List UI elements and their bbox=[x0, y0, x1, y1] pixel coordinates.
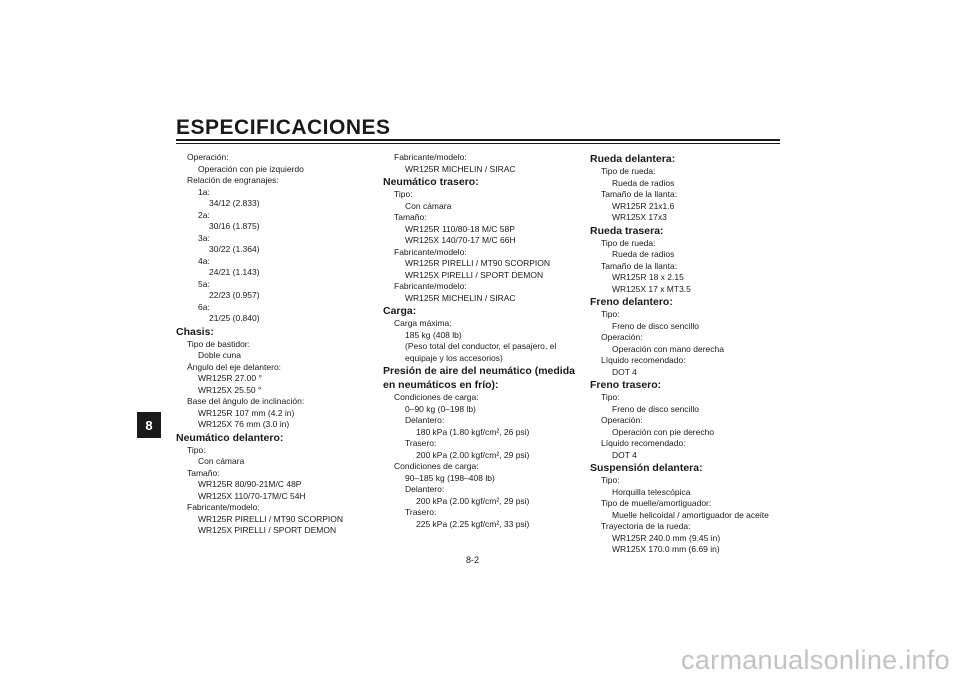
spec-label: Tipo: bbox=[601, 392, 620, 402]
section-heading: Chasis: bbox=[176, 325, 214, 338]
spec-value: WR125R 27.00 ° bbox=[198, 373, 262, 383]
spec-value: 6a: bbox=[198, 301, 210, 312]
spec-label: Tipo de muelle/amortiguador: bbox=[601, 498, 712, 508]
spec-value: DOT 4 bbox=[612, 366, 637, 377]
spec-value: 1a: bbox=[198, 186, 210, 197]
spec-value: WR125X 25.50 ° bbox=[198, 384, 262, 395]
spec-value: 30/16 (1.875) bbox=[209, 221, 260, 231]
spec-label: Operación: bbox=[601, 415, 643, 425]
spec-value: WR125X 17x3 bbox=[612, 212, 667, 222]
spec-value: 0–90 kg (0–198 lb) bbox=[405, 403, 476, 414]
spec-label: Tamaño de la llanta: bbox=[601, 260, 678, 271]
title-rule bbox=[176, 139, 780, 141]
spec-value: Delantero: bbox=[405, 484, 445, 494]
spec-label: Tipo: bbox=[601, 475, 620, 485]
spec-value: WR125X PIRELLI / SPORT DEMON bbox=[405, 269, 544, 280]
spec-label: Tamaño: bbox=[187, 467, 220, 478]
spec-value: 24/21 (1.143) bbox=[209, 267, 260, 277]
title-rule-thin bbox=[176, 143, 780, 144]
spec-value: WR125R 18 x 2.15 bbox=[612, 272, 684, 282]
spec-value: Freno de disco sencillo bbox=[612, 403, 699, 414]
section-heading: Neumático trasero: bbox=[383, 176, 479, 188]
spec-value: Operación con pie izquierdo bbox=[198, 163, 304, 174]
spec-label: Tipo de rueda: bbox=[601, 166, 656, 176]
spec-value: WR125X 110/70-17M/C 54H bbox=[198, 490, 306, 501]
spec-label: Trayectoria de la rueda: bbox=[601, 521, 691, 531]
spec-value: 4a: bbox=[198, 255, 210, 266]
spec-label: Operación: bbox=[601, 332, 643, 342]
spec-value: Doble cuna bbox=[198, 350, 242, 360]
spec-column-2 bbox=[383, 152, 581, 530]
spec-label: Ángulo del eje delantero: bbox=[187, 361, 282, 372]
spec-value: WR125R MICHELIN / SIRAC bbox=[405, 292, 516, 303]
spec-label: Operación: bbox=[187, 152, 229, 162]
spec-label: Fabricante/modelo: bbox=[394, 246, 467, 257]
spec-value: 34/12 (2.833) bbox=[209, 198, 260, 208]
section-heading: Suspensión delantera: bbox=[590, 462, 703, 474]
spec-value: WR125X PIRELLI / SPORT DEMON bbox=[198, 525, 337, 535]
spec-value: WR125R PIRELLI / MT90 SCORPION bbox=[198, 513, 344, 524]
spec-value: WR125R 107 mm (4.2 in) bbox=[198, 407, 295, 418]
spec-label: Tamaño de la llanta: bbox=[601, 189, 678, 199]
spec-label: Líquido recomendado: bbox=[601, 438, 686, 448]
section-heading: Carga: bbox=[383, 305, 417, 317]
spec-value: 200 kPa (2.00 kgf/cm², 29 psi) bbox=[416, 495, 530, 506]
spec-column-3 bbox=[590, 152, 786, 556]
spec-label: Tipo: bbox=[187, 444, 206, 455]
spec-value: WR125R 80/90-21M/C 48P bbox=[198, 479, 302, 489]
spec-label: Base del ángulo de inclinación: bbox=[187, 396, 305, 406]
spec-value: DOT 4 bbox=[612, 449, 637, 460]
spec-label: Tamaño: bbox=[394, 212, 427, 222]
spec-value: 225 kPa (2.25 kgf/cm², 33 psi) bbox=[416, 518, 530, 529]
section-heading: Rueda trasera: bbox=[590, 224, 664, 237]
spec-value: 2a: bbox=[198, 209, 210, 220]
spec-value: WR125R 21x1.6 bbox=[612, 200, 675, 211]
spec-value: 180 kPa (1.80 kgf/cm², 26 psi) bbox=[416, 426, 530, 437]
spec-value: Horquilla telescópica bbox=[612, 486, 691, 497]
spec-label: Fabricante/modelo: bbox=[394, 281, 467, 291]
spec-value: Con cámara bbox=[198, 456, 245, 466]
spec-label: Condiciones de carga: bbox=[394, 461, 479, 471]
spec-value: WR125X 17 x MT3.5 bbox=[612, 283, 691, 294]
spec-column-1 bbox=[176, 152, 372, 537]
spec-label: Tipo: bbox=[601, 309, 620, 319]
spec-value: Freno de disco sencillo bbox=[612, 320, 699, 331]
spec-value: WR125R 240.0 mm (9.45 in) bbox=[612, 532, 721, 543]
spec-value: 22/23 (0.957) bbox=[209, 290, 260, 300]
spec-value: WR125X 170.0 mm (6.69 in) bbox=[612, 544, 720, 554]
section-heading: Neumático delantero: bbox=[176, 431, 284, 444]
spec-value: WR125X 76 mm (3.0 in) bbox=[198, 419, 290, 429]
spec-label: Relación de engranajes: bbox=[187, 175, 279, 185]
spec-value: WR125R PIRELLI / MT90 SCORPION bbox=[405, 258, 551, 268]
spec-value: (Peso total del conductor, el pasajero, el bbox=[405, 341, 557, 351]
spec-value: Delantero: bbox=[405, 415, 445, 425]
spec-value: WR125X 140/70-17 M/C 66H bbox=[405, 235, 516, 245]
spec-value: WR125R 110/80-18 M/C 58P bbox=[405, 223, 515, 234]
spec-label: Carga máxima: bbox=[394, 318, 452, 328]
section-heading: Freno delantero: bbox=[590, 296, 673, 308]
spec-label: Tipo: bbox=[394, 189, 413, 199]
spec-value: Rueda de radios bbox=[612, 249, 675, 259]
spec-value: 185 kg (408 lb) bbox=[405, 329, 462, 340]
spec-value: 5a: bbox=[198, 278, 210, 289]
spec-value: Con cámara bbox=[405, 200, 452, 211]
spec-value: Trasero: bbox=[405, 507, 437, 517]
spec-value: 90–185 kg (198–408 lb) bbox=[405, 472, 495, 483]
spec-value: Rueda de radios bbox=[612, 177, 675, 188]
spec-value: 21/25 (0.840) bbox=[209, 313, 260, 323]
spec-label: Fabricante/modelo: bbox=[394, 152, 467, 162]
spec-value: Operación con mano derecha bbox=[612, 343, 724, 354]
section-heading: Presión de aire del neumático (medida bbox=[383, 365, 575, 377]
spec-value: Muelle helicoidal / amortiguador de aceite bbox=[612, 509, 769, 520]
spec-label: Tipo de bastidor: bbox=[187, 338, 250, 349]
spec-value: equipaje y los accesorios) bbox=[405, 352, 503, 363]
section-heading: en neumáticos en frío): bbox=[383, 379, 499, 391]
section-heading: Rueda delantera: bbox=[590, 153, 676, 165]
spec-label: Tipo de rueda: bbox=[601, 237, 656, 248]
spec-label: Condiciones de carga: bbox=[394, 392, 479, 402]
chapter-tab: 8 bbox=[137, 412, 161, 438]
watermark: carmanualsonline.info bbox=[681, 645, 950, 675]
spec-value: 3a: bbox=[198, 232, 210, 243]
spec-value: Operación con pie derecho bbox=[612, 426, 715, 437]
spec-value: WR125R MICHELIN / SIRAC bbox=[405, 163, 516, 174]
spec-value: 30/22 (1.364) bbox=[209, 244, 260, 254]
section-heading: Freno trasero: bbox=[590, 379, 662, 391]
spec-label: Fabricante/modelo: bbox=[187, 502, 260, 512]
spec-value: 200 kPa (2.00 kgf/cm², 29 psi) bbox=[416, 449, 530, 460]
spec-value: Trasero: bbox=[405, 438, 437, 448]
spec-label: Líquido recomendado: bbox=[601, 355, 686, 365]
page-number: 8-2 bbox=[466, 555, 480, 565]
page-title: ESPECIFICACIONES bbox=[176, 116, 391, 139]
